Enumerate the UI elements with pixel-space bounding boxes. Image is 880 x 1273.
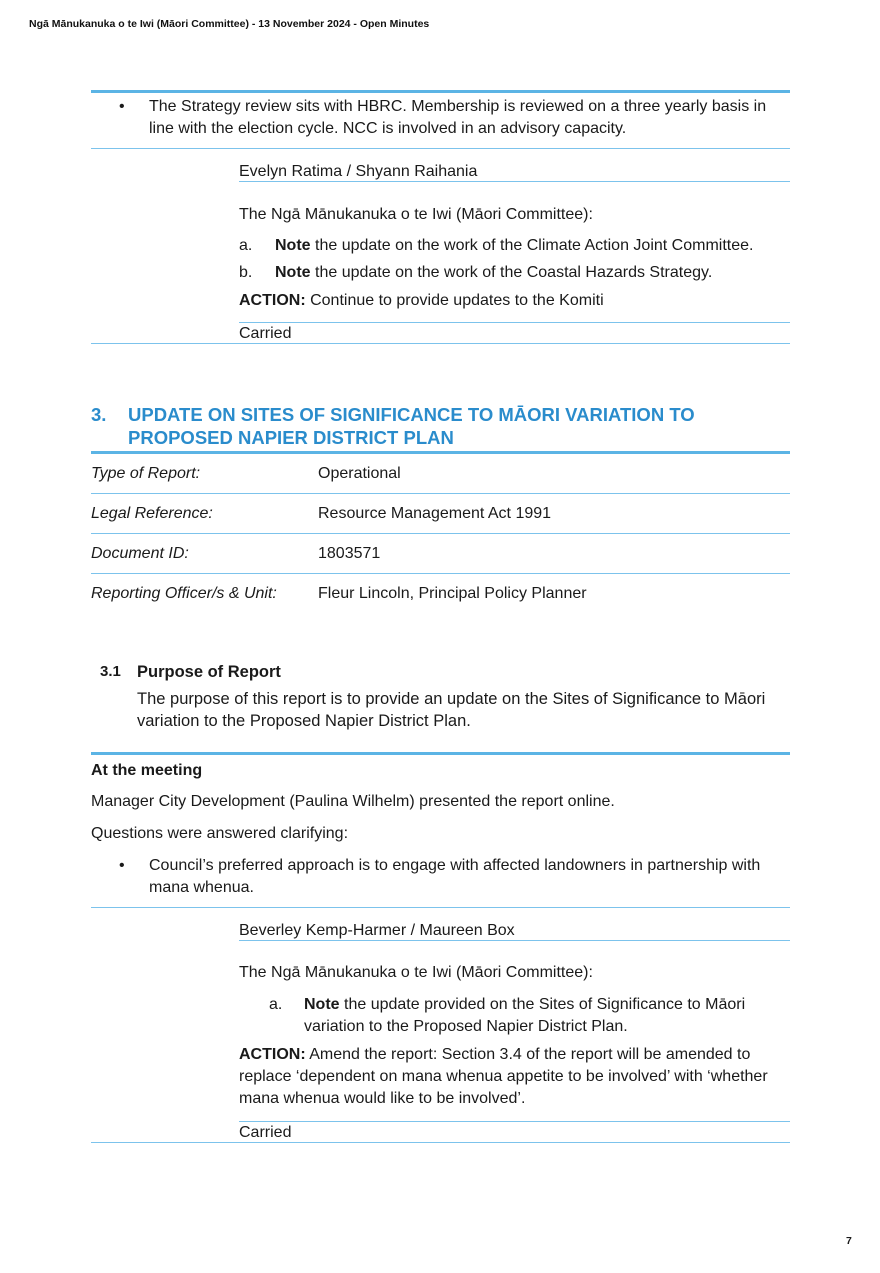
resolution-item-text: the update on the work of the Coastal Hazards Strategy.: [310, 264, 713, 281]
meta-label: Document ID:: [91, 545, 189, 562]
divider: [91, 907, 790, 908]
meeting-heading: At the meeting: [91, 762, 203, 779]
subsection-number: 3.1: [100, 663, 121, 680]
resolution-item: [304, 994, 794, 1038]
divider: [91, 343, 790, 344]
resolution-item-text: the update provided on the Sites of Significance to Māori variation to the Proposed Napier District Plan.: [304, 996, 746, 1035]
bullet-dot: •: [119, 98, 125, 115]
meta-value: Resource Management Act 1991: [318, 505, 552, 522]
page-number: 7: [846, 1235, 852, 1247]
divider: [91, 451, 790, 454]
subsection-heading: Purpose of Report: [137, 663, 281, 681]
resolution-item: [275, 262, 712, 284]
divider: [91, 1142, 790, 1143]
purpose-text: The purpose of this report is to provide an update on the Sites of Significance to Māori variation to the Proposed Napier District Plan.: [137, 690, 766, 730]
note-keyword: Note: [275, 237, 311, 254]
divider: [239, 181, 790, 182]
divider: [91, 493, 790, 494]
action-line: [239, 290, 604, 312]
meta-label: Legal Reference:: [91, 505, 213, 522]
meta-label: Type of Report:: [91, 465, 201, 482]
note-keyword: Note: [304, 996, 340, 1013]
section-title: UPDATE ON SITES OF SIGNIFICANCE TO MĀORI VARIATION TO PROPOSED NAPIER DISTRICT PLAN: [128, 404, 695, 448]
resolution-item-letter: a.: [239, 237, 253, 254]
resolution-intro: The Ngā Mānukanuka o te Iwi (Māori Committee):: [239, 964, 593, 981]
action-text: Amend the report: Section 3.4 of the report will be amended to replace ‘dependent on mana whenua appetite to be involved’ with ‘whether mana whenua would like to be involved’.: [239, 1046, 768, 1107]
bullet-dot: •: [119, 857, 125, 874]
section-number: 3.: [91, 404, 107, 425]
meeting-text: Questions were answered clarifying:: [91, 825, 349, 842]
bullet-text: Council’s preferred approach is to engage with affected landowners in partnership with mana whenua.: [149, 857, 761, 896]
page-header: Ngā Mānukanuka o te Iwi (Māori Committee) - 13 November 2024 - Open Minutes: [29, 18, 430, 30]
divider: [91, 533, 790, 534]
resolution-item: [275, 235, 753, 257]
movers: Beverley Kemp-Harmer / Maureen Box: [239, 922, 515, 939]
action-text: Continue to provide updates to the Komiti: [305, 292, 604, 309]
meta-label: Reporting Officer/s & Unit:: [91, 585, 277, 602]
resolution-item-letter: a.: [269, 996, 283, 1013]
resolution-intro: The Ngā Mānukanuka o te Iwi (Māori Committee):: [239, 206, 593, 223]
action-label: ACTION:: [239, 292, 306, 309]
meta-value: 1803571: [318, 545, 381, 562]
divider: [91, 573, 790, 574]
divider: [91, 752, 790, 755]
divider: [239, 940, 790, 941]
action-line: [239, 1044, 794, 1110]
resolution-item-letter: b.: [239, 264, 253, 281]
meeting-text: Manager City Development (Paulina Wilhelm) presented the report online.: [91, 793, 615, 810]
divider: [91, 90, 790, 93]
action-label: ACTION:: [239, 1046, 306, 1063]
outcome: Carried: [239, 325, 292, 342]
divider: [239, 1121, 790, 1122]
meta-value: Operational: [318, 465, 401, 482]
meta-value: Fleur Lincoln, Principal Policy Planner: [318, 585, 587, 602]
resolution-item-text: the update on the work of the Climate Action Joint Committee.: [310, 237, 754, 254]
outcome: Carried: [239, 1124, 292, 1141]
divider: [91, 148, 790, 149]
divider: [239, 322, 790, 323]
note-keyword: Note: [275, 264, 311, 281]
movers: Evelyn Ratima / Shyann Raihania: [239, 163, 478, 180]
bullet-text: The Strategy review sits with HBRC. Membership is reviewed on a three yearly basis in line with the election cycle. NCC is involved in an advisory capacity.: [149, 98, 767, 137]
